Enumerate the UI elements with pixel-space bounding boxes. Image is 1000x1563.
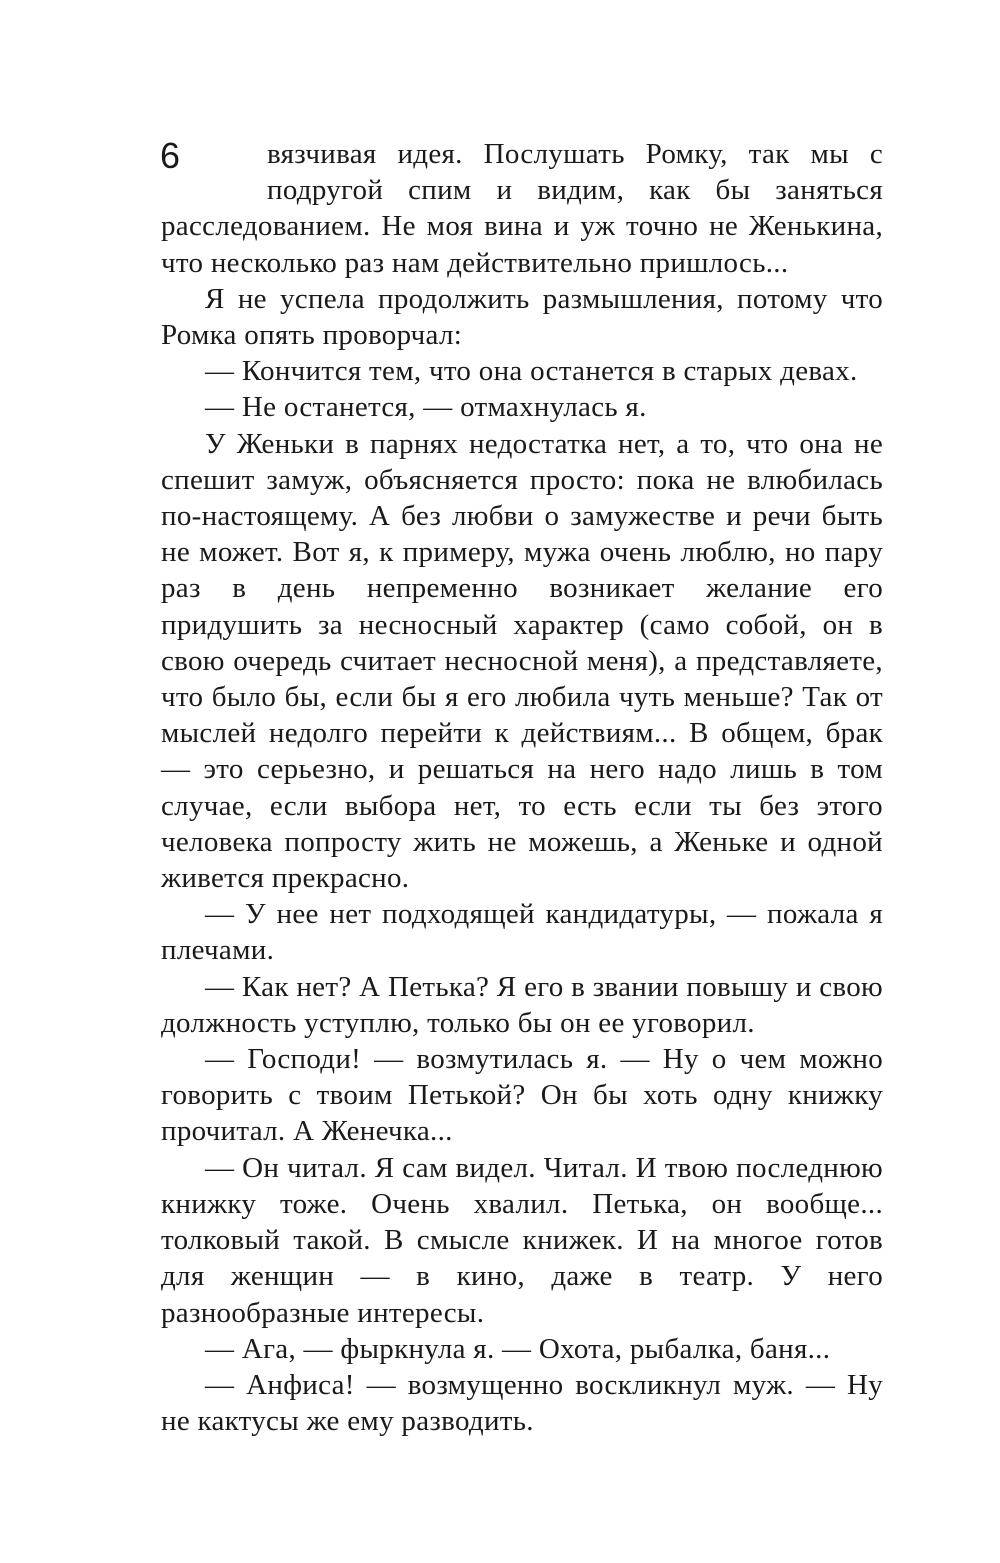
paragraph: — Как нет? А Петька? Я его в звании повышу и свою должность уступлю, только бы он ее уговорил. — [161, 970, 883, 1039]
paragraph: — Кончится тем, что она останется в старых девах. — [205, 355, 858, 388]
page-number: 6 — [160, 135, 181, 176]
paragraph: — У нее нет подходящей кандидатуры, — пожала я плечами. — [161, 898, 883, 967]
paragraph: Я не успела продолжить размышления, потому что Ромка опять проворчал: — [161, 282, 883, 352]
paragraph: — Не останется, — отмахнулась я. — [205, 391, 647, 424]
page-number-spacer — [161, 172, 267, 208]
paragraph: — Анфиса! — возмущенно воскликнул муж. — Ну не кактусы же ему разводить. — [161, 1368, 883, 1438]
paragraph: У Женьки в парнях недостатка нет, а то, что она не спешит замуж, объясняется просто: пока не влюбилась по-настоящему. А без любви о замужестве и речи быть не может. Вот я, к примеру, мужа очень люблю, но пару раз в день непременно возникает желание его придушить за несносный характер (само собой, он в свою очередь считает несносной меня), а представляете, что было бы, если бы я его любила чуть меньше? Так от мыслей недолго перейти к действиям... В общем, брак — это серьезно, и решаться на него надо лишь в том случае, если выбора нет, то есть если ты без этого человека попросту жить не можешь, а Женьке и одной живется прекрасно. — [161, 427, 883, 895]
paragraph: вязчивая идея. Послушать Ромку, так мы с подругой спим и видим, как бы заняться расследованием. Не моя вина и уж точно не Женькина, что несколько раз нам действительно пришлось... — [161, 138, 883, 279]
paragraph: — Господи! — возмутилась я. — Ну о чем можно говорить с твоим Петькой? Он бы хоть одну книжку прочитал. А Женечка... — [161, 1043, 883, 1148]
body-text — [161, 136, 883, 1439]
paragraph: — Он читал. Я сам видел. Читал. И твою последнюю книжку тоже. Очень хвалил. Петька, он вообще... толковый такой. В смысле книжек. И на многое готов для женщин — в кино, даже в театр. У него разнообразные интересы. — [161, 1151, 883, 1329]
page-number-spacer — [161, 136, 267, 172]
paragraph: — Ага, — фыркнула я. — Охота, рыбалка, баня... — [205, 1332, 831, 1365]
